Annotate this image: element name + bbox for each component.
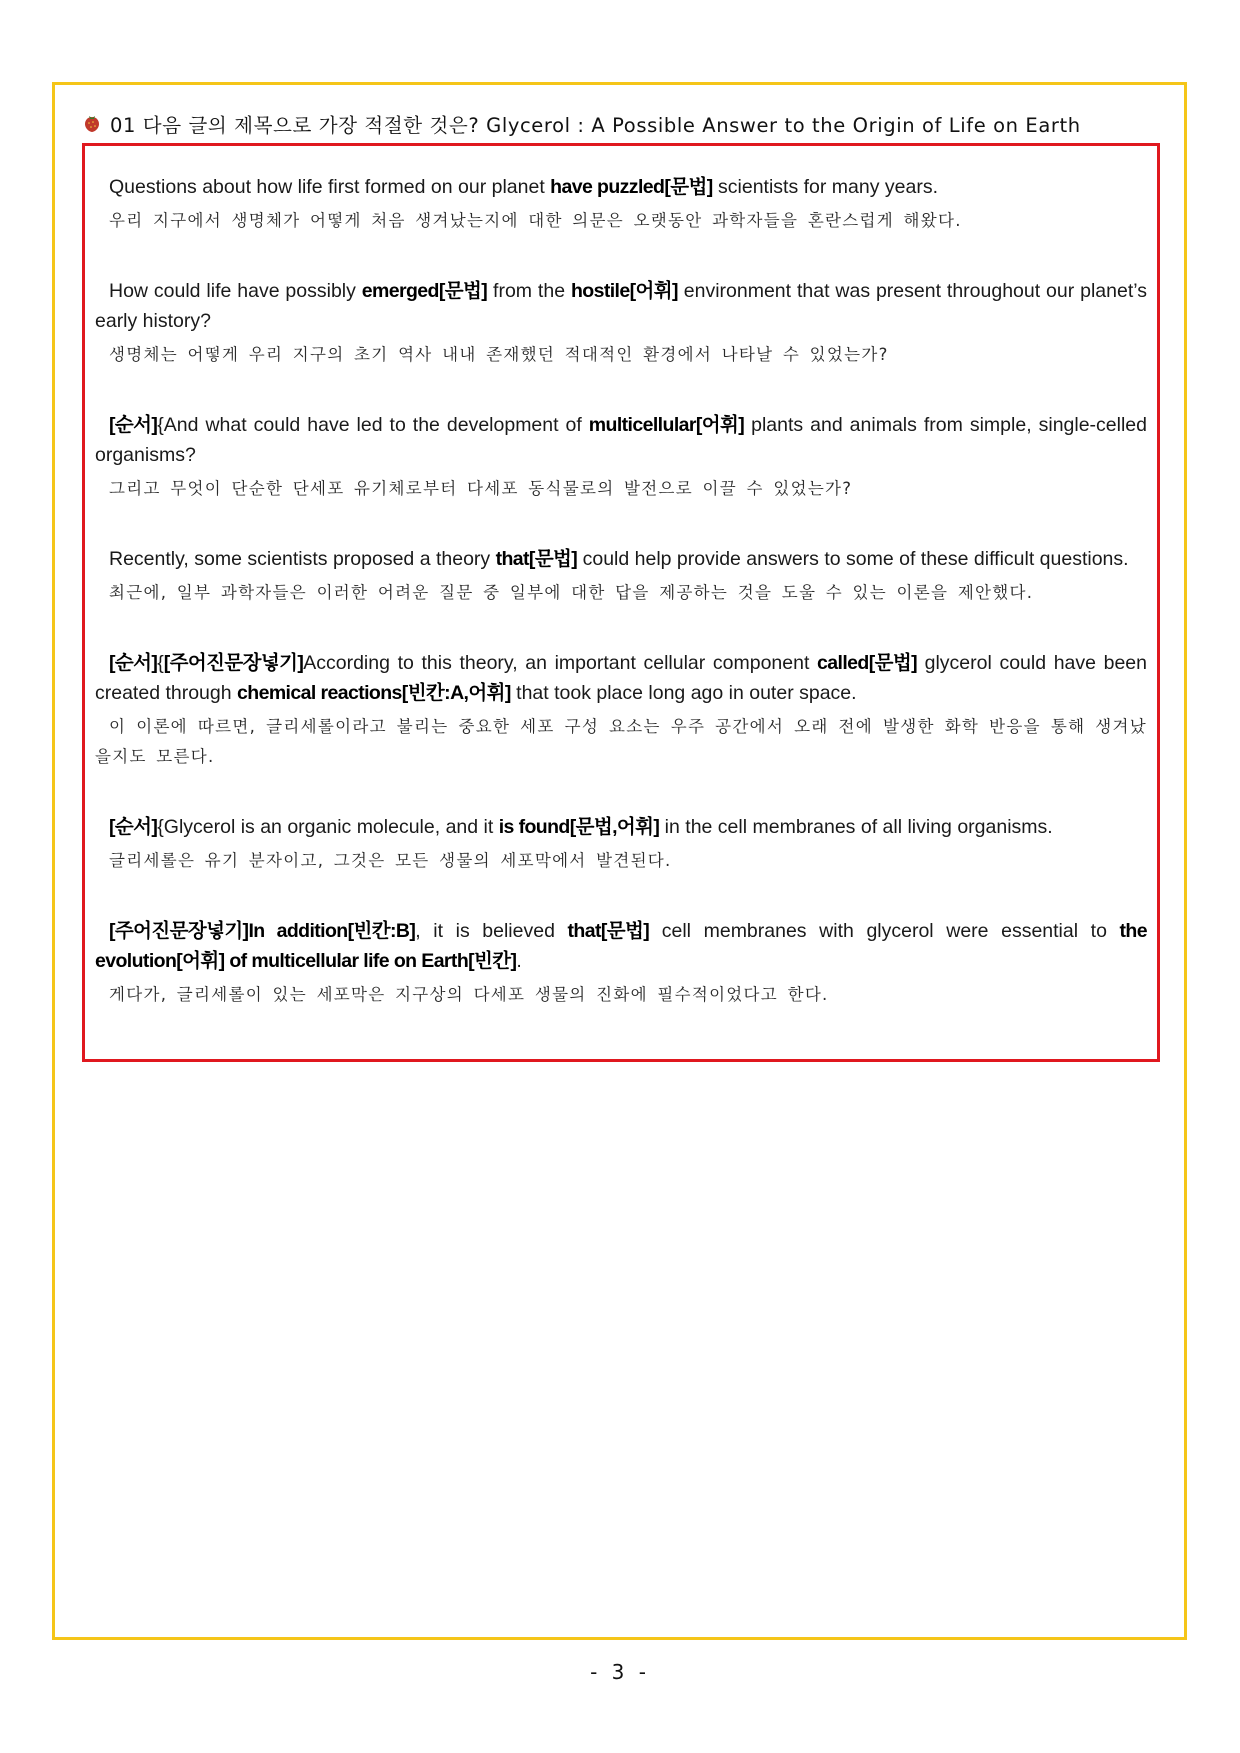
english-sentence <box>95 172 1147 202</box>
annotated-phrase: [순서] <box>109 816 158 838</box>
sentence-text: How could life have possibly <box>109 280 362 302</box>
sentence-text: {Glycerol is an organic molecule, and it <box>157 816 499 838</box>
annotated-phrase: emerged[문법] <box>361 280 488 302</box>
passage-paragraph <box>95 812 1147 876</box>
sentence-text: cell membranes with glycerol were essential to <box>649 920 1120 942</box>
annotated-phrase: [주어진문장넣기] <box>163 652 304 674</box>
sentence-text: {And what could have led to the development of <box>157 414 589 436</box>
korean-translation: 생명체는 어떻게 우리 지구의 초기 역사 내내 존재했던 적대적인 환경에서 나타날 수 있었는가? <box>109 345 889 364</box>
passage-paragraph <box>95 648 1147 772</box>
annotated-phrase: [순서] <box>109 652 158 674</box>
sentence-text: Questions about how life first formed on our planet <box>109 176 551 198</box>
korean-translation: 우리 지구에서 생명체가 어떻게 처음 생겨났는지에 대한 의문은 오랫동안 과학자들을 혼란스럽게 해왔다. <box>109 211 962 230</box>
sentence-text: According to this theory, an important cellular component <box>303 652 818 674</box>
passage-paragraph <box>95 916 1147 1010</box>
english-sentence <box>95 916 1147 976</box>
annotated-phrase: the evolution[어휘] of multicellular life on Earth[빈칸] <box>95 920 1147 972</box>
page-number: - 3 - <box>590 1660 650 1684</box>
sentence-text: { <box>157 652 164 674</box>
korean-translation: 그리고 무엇이 단순한 단세포 유기체로부터 다세포 동식물로의 발전으로 이끌 수 있었는가? <box>109 479 853 498</box>
korean-translation: 글리세롤은 유기 분자이고, 그것은 모든 생물의 세포막에서 발견된다. <box>109 851 672 870</box>
annotated-phrase: [순서] <box>109 414 158 436</box>
annotated-phrase: that[문법] <box>567 920 650 942</box>
passage-paragraph <box>95 410 1147 504</box>
korean-translation: 최근에, 일부 과학자들은 이러한 어려운 질문 중 일부에 대한 답을 제공하는 것을 도울 수 있는 이론을 제안했다. <box>109 583 1034 602</box>
korean-translation: 게다가, 글리세롤이 있는 세포막은 지구상의 다세포 생물의 진화에 필수적이었다고 한다. <box>109 985 829 1004</box>
annotated-phrase: chemical reactions[빈칸:A,어휘] <box>237 682 511 704</box>
passage-paragraph <box>95 276 1147 370</box>
english-sentence <box>95 276 1147 336</box>
english-sentence <box>95 410 1147 470</box>
korean-translation: 이 이론에 따르면, 글리세롤이라고 불리는 중요한 세포 구성 요소는 우주 공간에서 오래 전에 발생한 화학 반응을 통해 생겨났을지도 모른다. <box>95 717 1147 766</box>
passage-paragraph <box>95 544 1147 608</box>
sentence-text: in the cell membranes of all living organisms. <box>659 816 1053 838</box>
annotated-phrase: is found[문법,어휘] <box>498 816 660 838</box>
english-sentence <box>95 812 1147 842</box>
annotated-phrase: have puzzled[문법] <box>550 176 713 198</box>
strawberry-bullet-icon <box>84 115 100 133</box>
sentence-text: that took place long ago in outer space. <box>510 682 857 704</box>
sentence-text: . <box>516 950 522 972</box>
annotated-phrase: hostile[어휘] <box>570 280 678 302</box>
sentence-text: scientists for many years. <box>712 176 939 198</box>
sentence-text: , it is believed <box>415 920 568 942</box>
annotated-phrase: that[문법] <box>495 548 578 570</box>
passage-box <box>82 143 1160 1062</box>
english-sentence <box>95 544 1147 574</box>
annotated-phrase: called[문법] <box>817 652 917 674</box>
annotated-phrase: [주어진문장넣기]In addition[빈칸:B] <box>109 920 416 942</box>
sentence-text: environment that was present throughout our planet’s early history? <box>95 280 1147 332</box>
sentence-text: could help provide answers to some of these difficult questions. <box>577 548 1129 570</box>
question-title: 01 다음 글의 제목으로 가장 적절한 것은? Glycerol : A Possible Answer to the Origin of Life on Earth <box>110 114 1081 137</box>
passage-paragraph <box>95 172 1147 236</box>
question-heading <box>84 110 1184 138</box>
sentence-text: Recently, some scientists proposed a theory <box>109 548 496 570</box>
english-sentence <box>95 648 1147 708</box>
sentence-text: glycerol could have been created through <box>95 652 1147 704</box>
sentence-text: from the <box>487 280 571 302</box>
sentence-text: plants and animals from simple, single-celled organisms? <box>95 414 1147 466</box>
annotated-phrase: multicellular[어휘] <box>588 414 745 436</box>
